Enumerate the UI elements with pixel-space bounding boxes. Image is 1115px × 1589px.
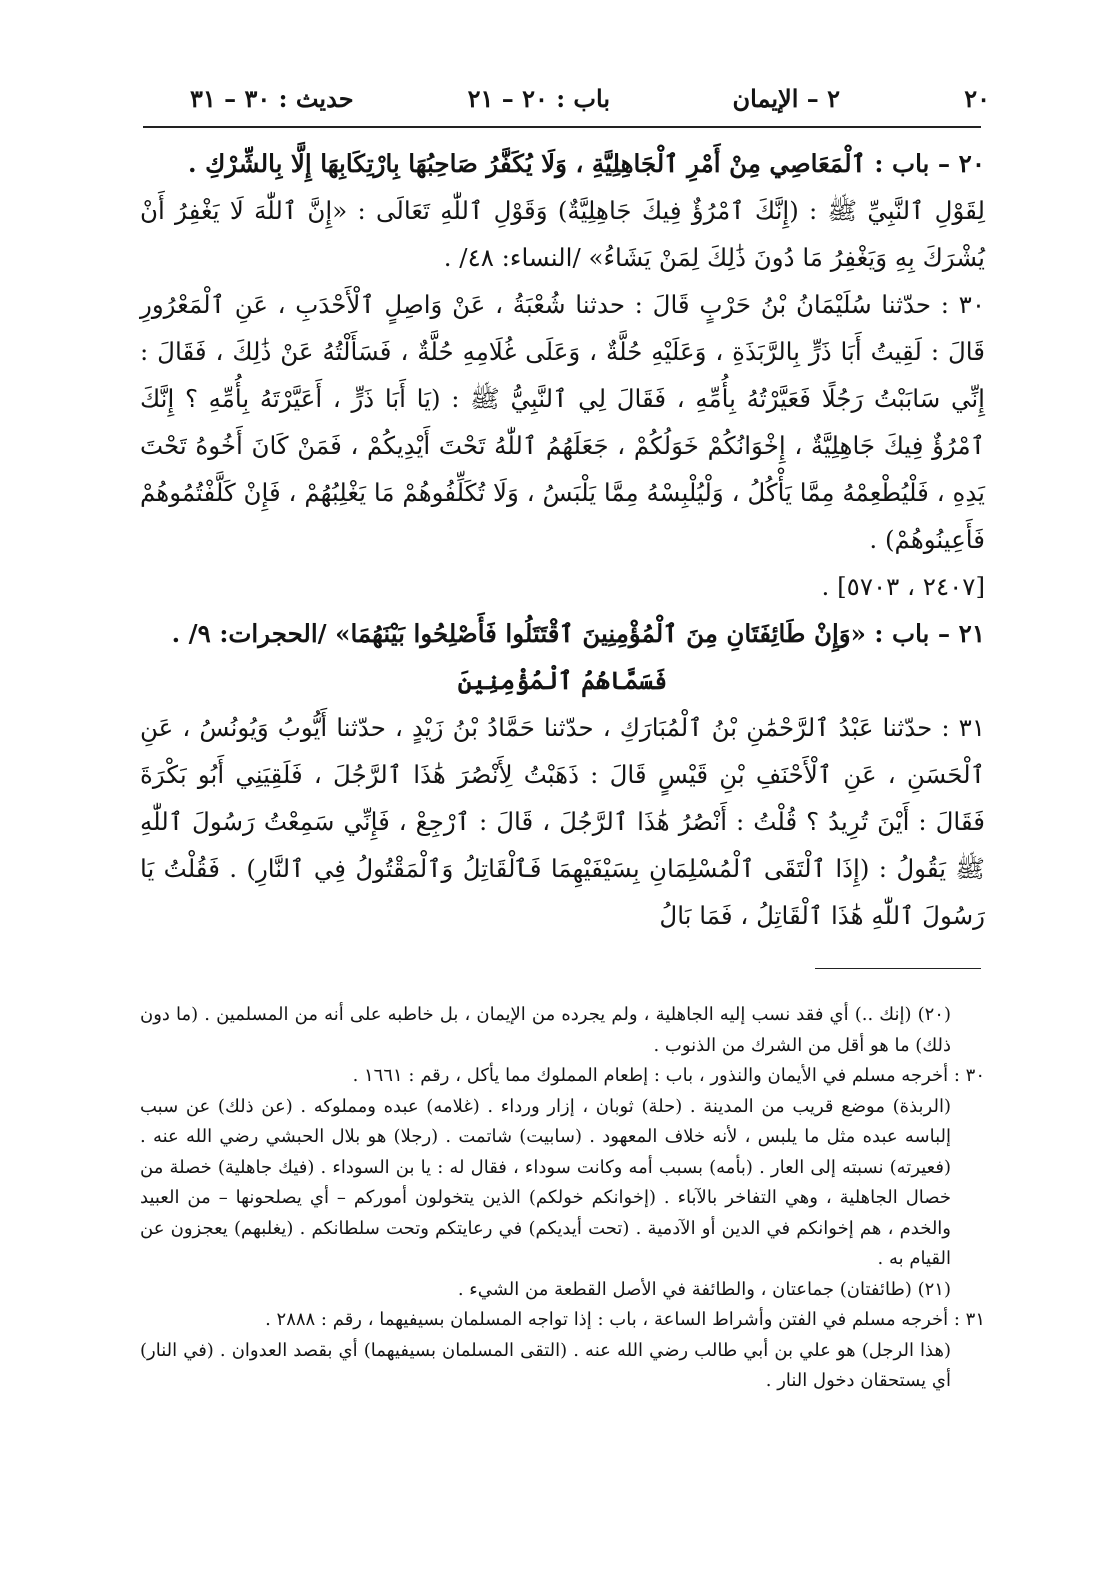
footnote-divider <box>815 968 981 969</box>
bab-21-title: ٢١ – باب : «وَإِنْ طَائِفَتَانِ مِنَ ٱلْمُؤْمِنِينَ ٱقْتَتَلُوا فَأَصْلِحُوا بَيْنَهُمَا» /الحجرات: ٩/ . <box>171 619 985 648</box>
header-divider <box>143 126 981 128</box>
footnote-20: (٢٠) (إنك ..) أي فقد نسب إليه الجاهلية ، ولم يجرده من الإيمان ، بل خاطبه على أنه من المسلمين . (ما دون ذلك) ما هو أقل من الشرك من الذنوب . <box>140 1004 951 1056</box>
main-text <box>140 140 985 939</box>
bab-21-subtitle: فَسَمَّاهُمُ ٱلْمُؤْمِنِينَ <box>457 666 668 695</box>
footnote-21: (٢١) (طائفتان) جماعتان ، والطائفة في الأصل القطعة من الشيء . <box>457 1278 951 1300</box>
page-number: ٢٠ <box>964 84 990 113</box>
chapter-title: ٢ – الإيمان <box>732 84 840 113</box>
bab-20-text: لِقَوْلِ ٱلنَّبِيِّ ﷺ : (إِنَّكَ ٱمْرُؤٌ فِيكَ جَاهِلِيَّةٌ) وَقَوْلِ ٱللّٰهِ تَعَالَى : «إِنَّ ٱللّٰهَ لَا يَغْفِرُ أَنْ يُشْرَكَ بِهِ وَيَغْفِرُ مَا دُونَ ذَٰلِكَ لِمَنْ يَشَاءُ» /النساء: ٤٨/ . <box>140 196 985 272</box>
bab-20-title: ٢٠ – باب : ٱلْمَعَاصِي مِنْ أَمْرِ ٱلْجَاهِلِيَّةِ ، وَلَا يُكَفَّرُ صَاحِبُهَا بِارْتِكَابِهَا إِلَّا بِالشِّرْكِ . <box>188 149 985 178</box>
hadith-30: ٣٠ : حدّثنا سُلَيْمَانُ بْنُ حَرْبٍ قَالَ : حدثنا شُعْبَةُ ، عَنْ وَاصِلٍ ٱلْأَحْدَبِ ، عَنِ ٱلْمَعْرُورِ قَالَ : لَقِيتُ أَبَا ذَرٍّ بِالرَّبَذَةِ ، وَعَلَيْهِ حُلَّةٌ ، وَعَلَى غُلَامِهِ حُلَّةٌ ، فَسَأَلْتُهُ عَنْ ذَٰلِكَ ، فَقَالَ : إِنِّي سَابَبْتُ رَجُلًا فَعَيَّرْتُهُ بِأُمِّهِ ، فَقَالَ لِي ٱلنَّبِيُّ ﷺ : (يَا أَبَا ذَرٍّ ، أَعَيَّرْتَهُ بِأُمِّهِ ؟ إِنَّكَ ٱمْرُؤٌ فِيكَ جَاهِلِيَّةٌ ، إِخْوَانُكُمْ خَوَلُكُمْ ، جَعَلَهُمُ ٱللّٰهُ تَحْتَ أَيْدِيكُمْ ، فَمَنْ كَانَ أَخُوهُ تَحْتَ يَدِهِ ، فَلْيُطْعِمْهُ مِمَّا يَأْكُلُ ، وَلْيُلْبِسْهُ مِمَّا يَلْبَسُ ، وَلَا تُكَلِّفُوهُمْ مَا يَغْلِبُهُمْ ، فَإِنْ كَلَّفْتُمُوهُمْ فَأَعِينُوهُمْ) . <box>140 290 985 554</box>
footnote-30-source: ٣٠ : أخرجه مسلم في الأيمان والنذور ، باب : إطعام المملوك مما يأكل ، رقم : ١٦٦١ . <box>352 1065 985 1086</box>
footnote-31-source: ٣١ : أخرجه مسلم في الفتن وأشراط الساعة ، باب : إذا تواجه المسلمان بسيفيهما ، رقم : ٢٨٨٨ . <box>265 1309 985 1330</box>
running-header <box>150 70 990 120</box>
footnote-30-gloss: (الربذة) موضع قريب من المدينة . (حلة) ثوبان ، إزار ورداء . (غلامه) عبده ومملوكه . (عن ذلك) عن سبب إلباسه عبده مثل ما يلبس ، لأنه خلاف المعهود . (سابيت) شاتمت . (رجلا) هو بلال الحبشي رضي الله عنه . (فعيرته) نسبته إلى العار . (بأمه) بسبب أمه وكانت سوداء ، فقال له : يا بن السوداء . (فيك جاهلية) خصلة من خصال الجاهلية ، وهي التفاخر بالآباء . (إخوانكم خولكم) الذين يتخولون أموركم – أي يصلحونها – من العبيد والخدم ، هم إخوانكم في الدين أو الآدمية . (تحت أيديكم) في رعايتكم وتحت سلطانكم . (يغلبهم) يعجزون عن القيام به . <box>140 1095 951 1269</box>
hadith-range: حديث : ٣٠ – ٣١ <box>190 84 354 113</box>
hadith-31: ٣١ : حدّثنا عَبْدُ ٱلرَّحْمَٰنِ بْنُ ٱلْمُبَارَكِ ، حدّثنا حَمَّادُ بْنُ زَيْدٍ ، حدّثنا أَيُّوبُ وَيُونُسُ ، عَنِ ٱلْحَسَنِ ، عَنِ ٱلْأَحْنَفِ بْنِ قَيْسٍ قَالَ : ذَهَبْتُ لِأَنْصُرَ هَٰذَا ٱلرَّجُلَ ، فَلَقِيَنِي أَبُو بَكْرَةَ فَقَالَ : أَيْنَ تُرِيدُ ؟ قُلْتُ : أَنْصُرُ هَٰذَا ٱلرَّجُلَ ، قَالَ : ٱرْجِعْ ، فَإِنِّي سَمِعْتُ رَسُولَ ٱللّٰهِ ﷺ يَقُولُ : (إِذَا ٱلْتَقَى ٱلْمُسْلِمَانِ بِسَيْفَيْهِمَا فَٱلْقَاتِلُ وَٱلْمَقْتُولُ فِي ٱلنَّارِ) . فَقُلْتُ يَا رَسُولَ ٱللّٰهِ هَٰذَا ٱلْقَاتِلُ ، فَمَا بَالُ <box>140 713 985 930</box>
hadith-30-refs: [٢٤٠٧ ، ٥٧٠٣] . <box>821 572 985 601</box>
footnotes <box>140 1000 985 1397</box>
footnote-31-gloss: (هذا الرجل) هو علي بن أبي طالب رضي الله عنه . (التقى المسلمان بسيفيهما) أي بقصد العدوان . (في النار) أي يستحقان دخول النار . <box>140 1339 951 1391</box>
bab-range: باب : ٢٠ – ٢١ <box>467 84 610 113</box>
